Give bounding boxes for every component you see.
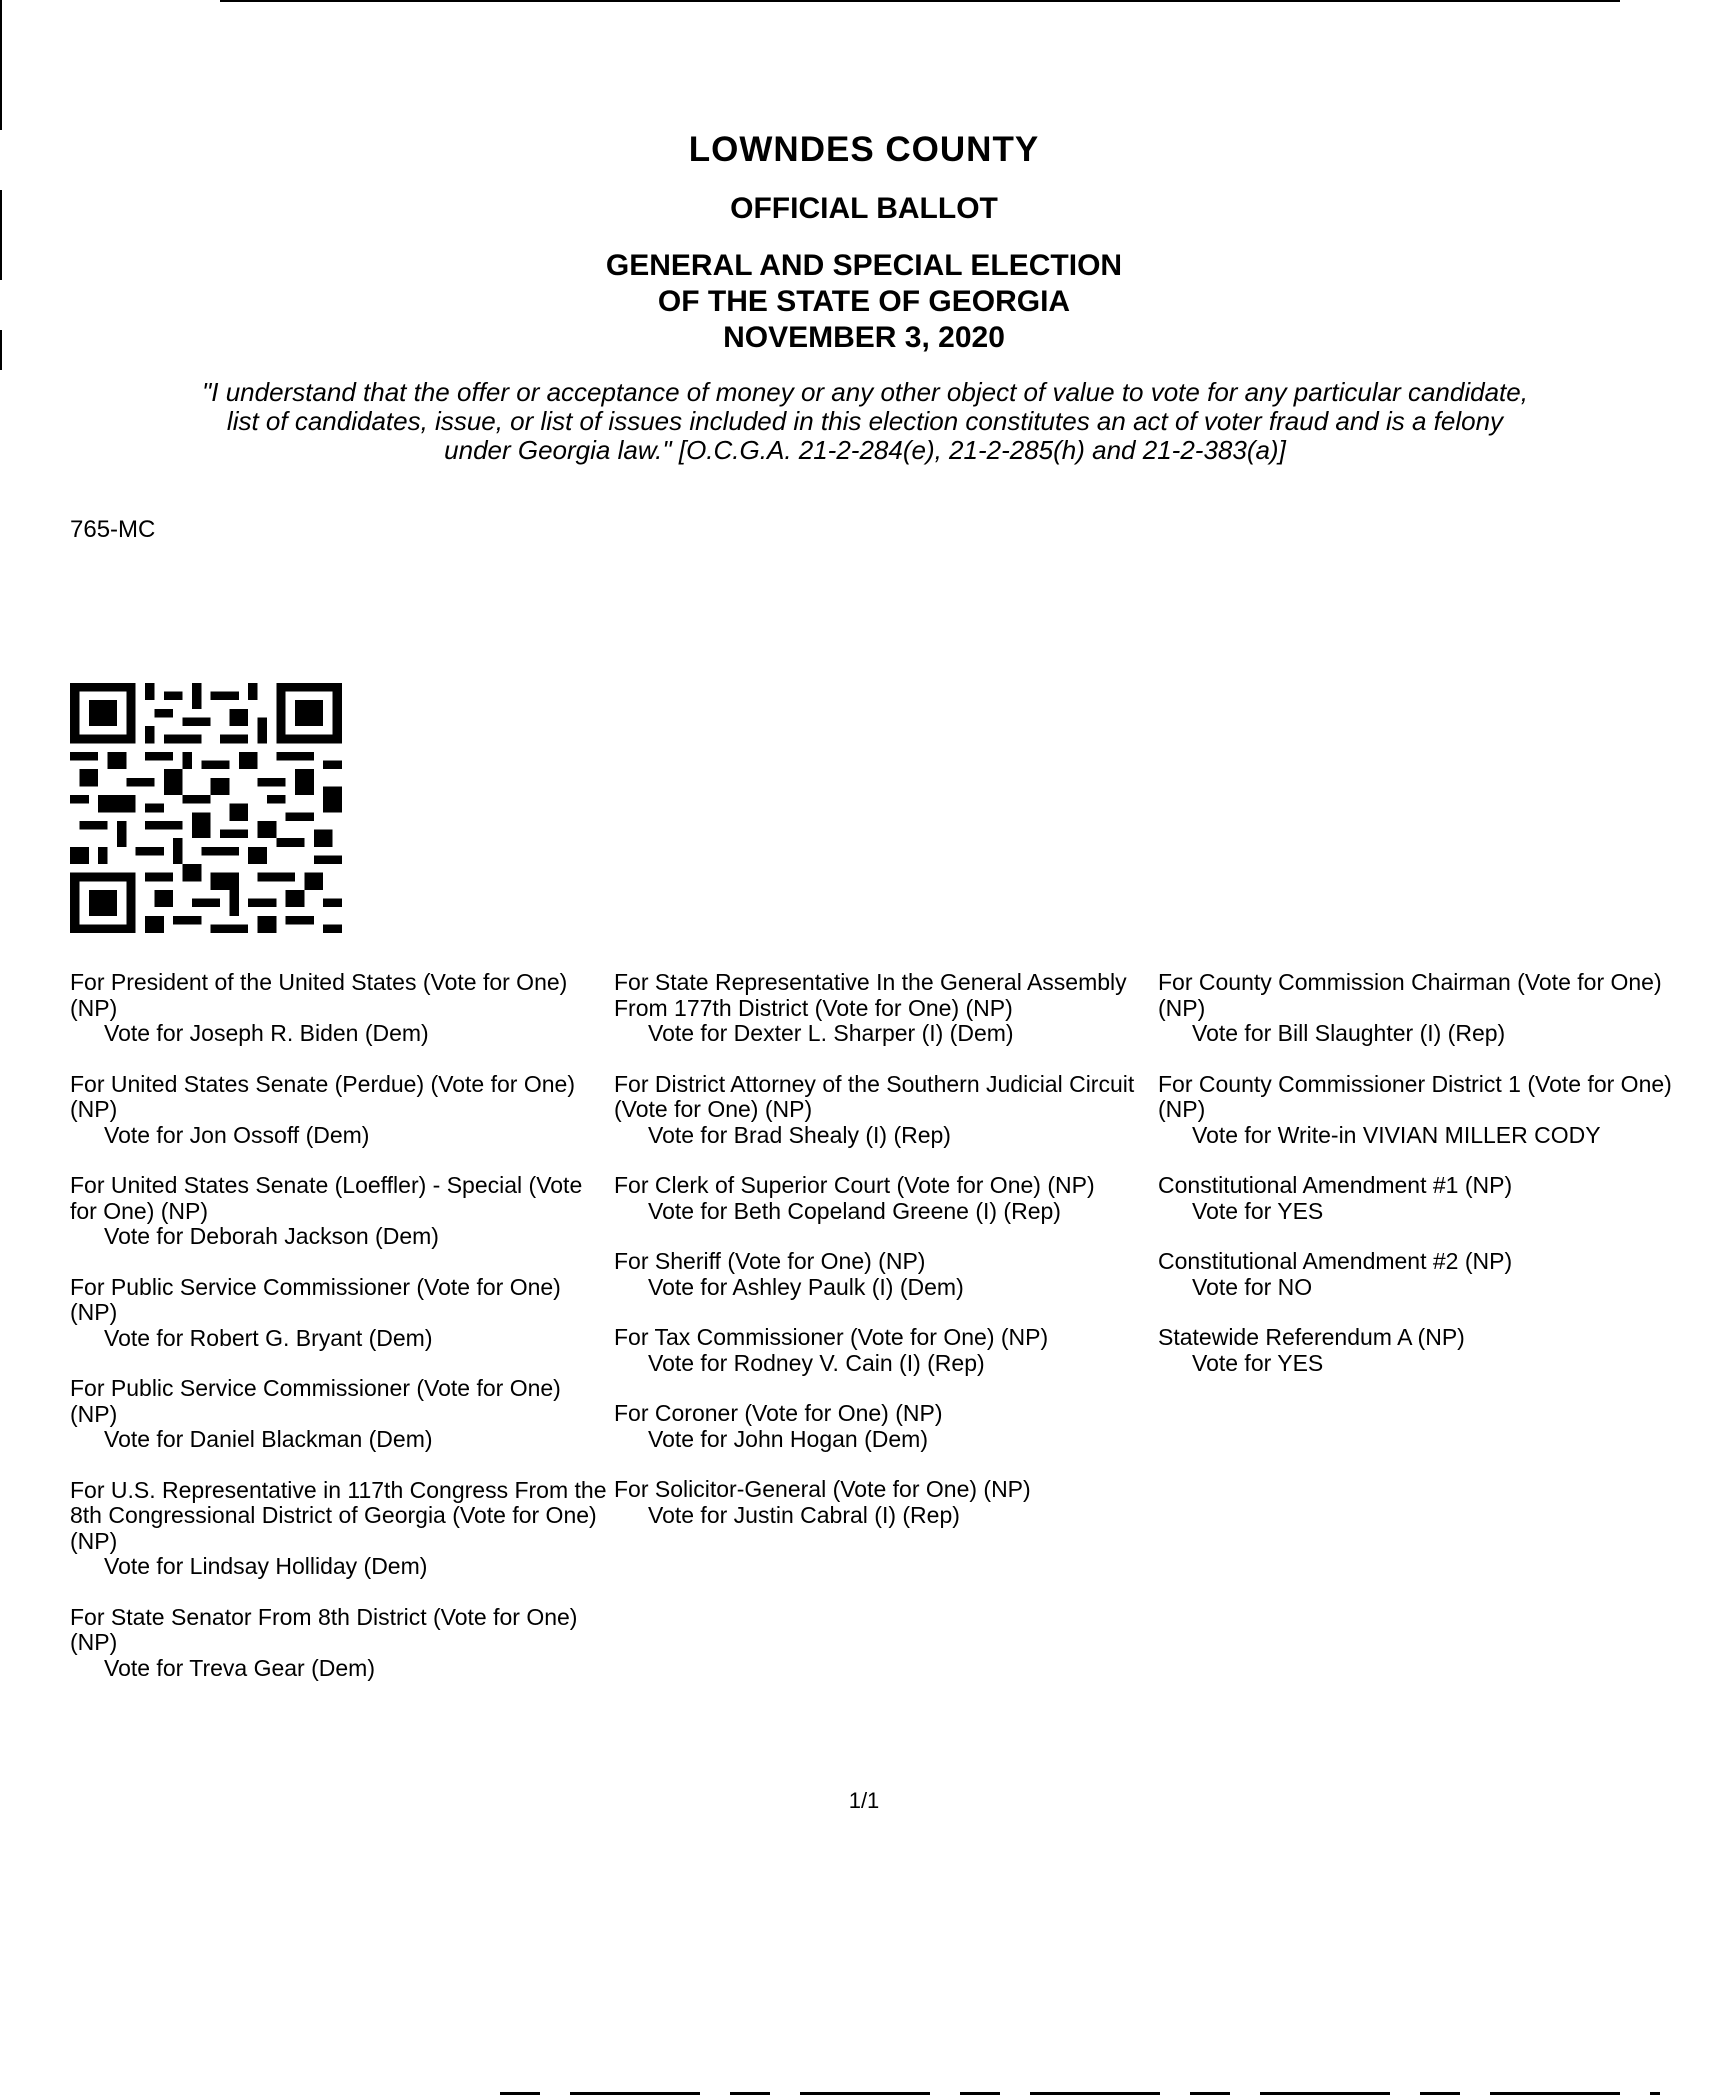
contest (614, 1477, 1154, 1528)
contest (614, 1072, 1154, 1149)
contest-selection: Vote for YES (1192, 1197, 1324, 1224)
page-number: 1/1 (848, 1788, 880, 1813)
contest-selection: Vote for Write-in VIVIAN MILLER CODY (1192, 1121, 1601, 1148)
contest-title: For Solicitor-General (Vote for One) (NP) (614, 1476, 1031, 1502)
contest (70, 1173, 610, 1250)
contest (614, 1325, 1154, 1376)
contest-title: For County Commission Chairman (Vote for One) (NP) (1158, 969, 1662, 1021)
contest (70, 1376, 610, 1453)
contest-title: For Public Service Commissioner (Vote for One) (NP) (70, 1375, 561, 1427)
ballot-header (0, 130, 1728, 356)
oath-line: list of candidates, issue, or list of issues included in this election constitutes an act of voter fraud and is a felony (226, 406, 1504, 436)
contest-title: For Tax Commissioner (Vote for One) (NP) (614, 1324, 1049, 1350)
contest-title: For Sheriff (Vote for One) (NP) (614, 1248, 926, 1274)
contest-title: For United States Senate (Loeffler) - Special (Vote for One) (NP) (70, 1172, 583, 1224)
election-title (0, 248, 1728, 356)
ballot-title: OFFICIAL BALLOT (730, 192, 998, 225)
contest-title: For State Representative In the General Assembly From 177th District (Vote for One) (NP) (614, 969, 1127, 1021)
contest-selection: Vote for Robert G. Bryant (Dem) (104, 1324, 433, 1351)
contest-column-2 (614, 970, 1154, 1553)
contest-selection: Vote for Lindsay Holliday (Dem) (104, 1553, 428, 1579)
contest-title: For President of the United States (Vote for One) (NP) (70, 969, 568, 1021)
contest-title: For Public Service Commissioner (Vote for One) (NP) (70, 1273, 561, 1325)
contest-selection: Vote for Ashley Paulk (I) (Dem) (648, 1273, 964, 1300)
contest-selection: Vote for NO (1192, 1273, 1313, 1300)
contest (1158, 1325, 1688, 1376)
contest (1158, 1249, 1688, 1300)
election-line-2: OF THE STATE OF GEORGIA (657, 285, 1071, 318)
contest-selection: Vote for Treva Gear (Dem) (104, 1654, 375, 1681)
contest (614, 1401, 1154, 1452)
contest-selection: Vote for Daniel Blackman (Dem) (104, 1426, 433, 1452)
contest-title: For U.S. Representative in 117th Congress From the 8th Congressional District of Georgia (Vote for One) (NP) (70, 1476, 607, 1554)
oath-line: under Georgia law." [O.C.G.A. 21-2-284(e), 21-2-285(h) and 21-2-383(a)] (444, 435, 1286, 465)
contest-title: For Clerk of Superior Court (Vote for One) (NP) (614, 1172, 1095, 1198)
scan-border-bottom (500, 2092, 1660, 2095)
contest-title: Constitutional Amendment #1 (NP) (1158, 1172, 1513, 1198)
voter-fraud-statement (70, 378, 1660, 465)
scan-border-top (220, 0, 1620, 2)
ballot-style-id: 765-MC (70, 516, 156, 543)
contest-column-1 (70, 970, 610, 1706)
contest-selection: Vote for Justin Cabral (I) (Rep) (648, 1501, 960, 1528)
contest-selection: Vote for Deborah Jackson (Dem) (104, 1223, 439, 1249)
contest (614, 1249, 1154, 1300)
election-date: NOVEMBER 3, 2020 (723, 321, 1005, 354)
county-title: LOWNDES COUNTY (688, 130, 1040, 169)
contest-selection: Vote for Bill Slaughter (I) (Rep) (1192, 1020, 1506, 1046)
contest-title: Constitutional Amendment #2 (NP) (1158, 1248, 1513, 1274)
contest-column-3 (1158, 970, 1688, 1401)
contest-selection: Vote for Dexter L. Sharper (I) (Dem) (648, 1020, 1014, 1046)
contest-title: For State Senator From 8th District (Vote for One) (NP) (70, 1603, 578, 1655)
contest-title: For District Attorney of the Southern Judicial Circuit (Vote for One) (NP) (614, 1070, 1135, 1122)
contest (614, 970, 1154, 1047)
contest (70, 970, 610, 1047)
contest-title: For United States Senate (Perdue) (Vote for One) (NP) (70, 1070, 575, 1122)
contest-selection: Vote for Joseph R. Biden (Dem) (104, 1020, 429, 1046)
contest (1158, 1072, 1688, 1149)
contest-selection: Vote for John Hogan (Dem) (648, 1425, 928, 1452)
contest-selection: Vote for Brad Shealy (I) (Rep) (648, 1121, 951, 1148)
election-line-1: GENERAL AND SPECIAL ELECTION (605, 249, 1123, 282)
contest (1158, 1173, 1688, 1224)
contest (70, 1605, 610, 1682)
qr-code (70, 683, 342, 933)
contest-title: For Coroner (Vote for One) (NP) (614, 1400, 943, 1426)
oath-line: "I understand that the offer or acceptance of money or any other object of value to vote for any particular candidate, (202, 377, 1528, 407)
contest-title: Statewide Referendum A (NP) (1158, 1324, 1465, 1350)
contest (70, 1072, 610, 1149)
contest (614, 1173, 1154, 1224)
contest (70, 1478, 610, 1580)
contest (70, 1275, 610, 1352)
scan-border-left (0, 0, 2, 130)
contest-selection: Vote for Rodney V. Cain (I) (Rep) (648, 1349, 985, 1376)
contest-selection: Vote for Beth Copeland Greene (I) (Rep) (648, 1197, 1061, 1224)
contest-selection: Vote for YES (1192, 1349, 1324, 1376)
contest-title: For County Commissioner District 1 (Vote for One) (NP) (1158, 1070, 1672, 1122)
contest (1158, 970, 1688, 1047)
contest-selection: Vote for Jon Ossoff (Dem) (104, 1121, 370, 1148)
